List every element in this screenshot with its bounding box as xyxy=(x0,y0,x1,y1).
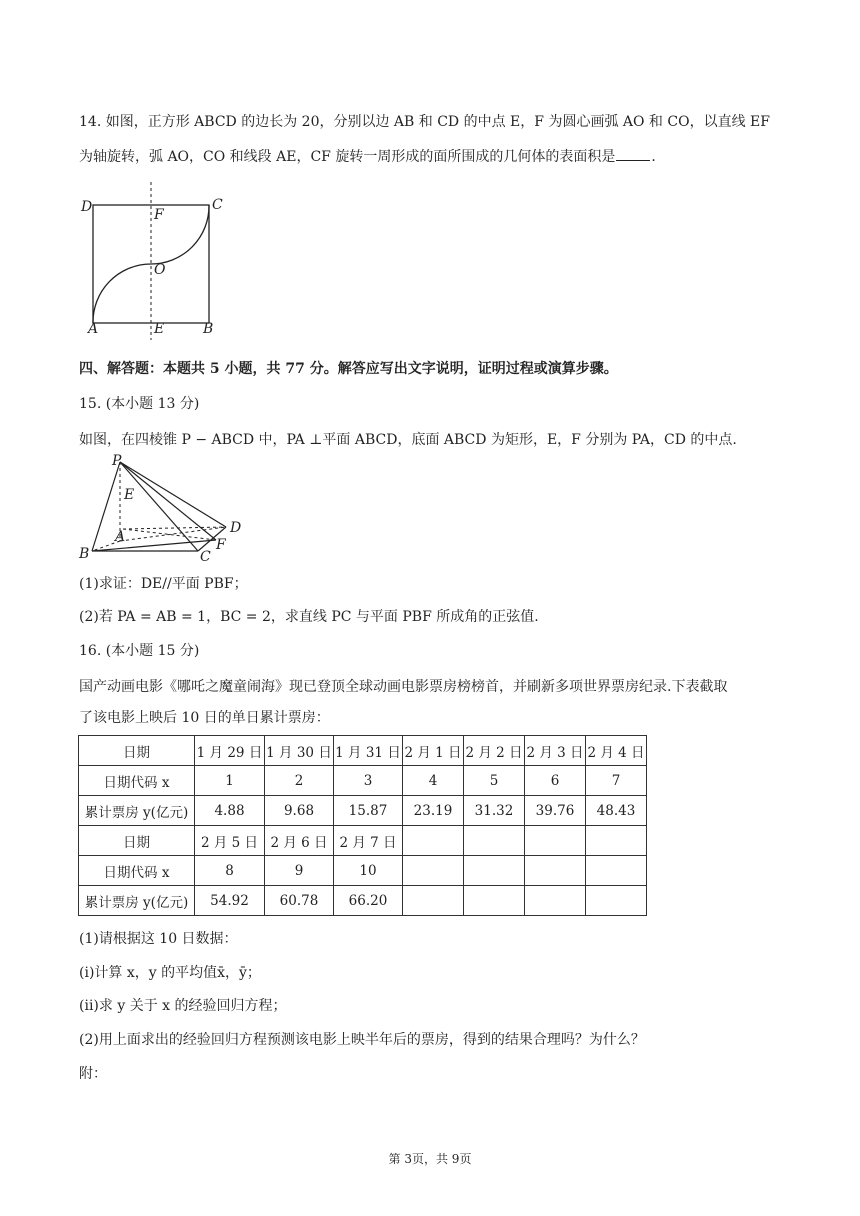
table-cell: 15.87 xyxy=(334,796,403,826)
table-cell: 2 月 1 日 xyxy=(403,736,464,766)
table-cell: 2 月 7 日 xyxy=(334,826,403,856)
table-cell: 6 xyxy=(525,766,586,796)
q15-figure xyxy=(78,452,253,564)
label-p: P xyxy=(112,453,122,469)
table-cell: 3 xyxy=(334,766,403,796)
q15-part1: (1)求证：DE//平面 PBF； xyxy=(79,576,248,592)
table-row xyxy=(79,736,647,766)
q15-header: 15. (本小题 13 分) xyxy=(79,396,200,412)
table-cell: 31.32 xyxy=(464,796,525,826)
label-o: O xyxy=(154,262,166,278)
table-cell: 8 xyxy=(195,856,265,886)
label-c: C xyxy=(200,549,211,564)
q14-line2 xyxy=(79,146,665,167)
table-cell xyxy=(525,856,586,886)
label-a: A xyxy=(88,321,99,337)
q16-part1i: (i)计算 x，y 的平均值x̄，ȳ； xyxy=(79,965,261,981)
table-row xyxy=(79,796,647,826)
label-f: F xyxy=(154,207,164,223)
edge-bf xyxy=(92,540,216,551)
table-cell: 2 月 6 日 xyxy=(265,826,334,856)
label-b: B xyxy=(79,546,90,562)
label-d: D xyxy=(230,520,242,536)
table-cell: 39.76 xyxy=(525,796,586,826)
table-cell xyxy=(586,826,647,856)
label-b: B xyxy=(203,321,214,337)
q14-line1: 14. 如图，正方形 ABCD 的边长为 20，分别以边 AB 和 CD 的中点 E，F 为圆心画弧 AO 和 CO，以直线 EF xyxy=(79,114,770,130)
label-c: C xyxy=(212,197,223,213)
label-e: E xyxy=(124,487,135,503)
table-cell: 48.43 xyxy=(586,796,647,826)
label-e: E xyxy=(154,321,165,337)
table-cell: 7 xyxy=(586,766,647,796)
q15-stem: 如图，在四棱锥 P − ABCD 中，PA ⊥平面 ABCD，底面 ABCD 为矩形，E，F 分别为 PA，CD 的中点. xyxy=(79,432,737,448)
table-cell: 9 xyxy=(265,856,334,886)
table-cell: 1 月 30 日 xyxy=(265,736,334,766)
table-cell: 23.19 xyxy=(403,796,464,826)
table-cell: 9.68 xyxy=(265,796,334,826)
table-cell: 2 月 2 日 xyxy=(464,736,525,766)
row-label: 日期 xyxy=(79,826,195,856)
table-cell: 54.92 xyxy=(195,886,265,916)
q16-header: 16. (本小题 15 分) xyxy=(79,643,200,659)
row-label: 日期代码 x xyxy=(79,766,195,796)
q16-part1ii: (ii)求 y 关于 x 的经验回归方程； xyxy=(79,998,287,1014)
label-a: A xyxy=(115,529,126,545)
table-cell: 10 xyxy=(334,856,403,886)
table-cell: 1 月 31 日 xyxy=(334,736,403,766)
edge-pf xyxy=(120,462,216,540)
table-row xyxy=(79,856,647,886)
table-cell xyxy=(464,886,525,916)
box-office-table xyxy=(78,735,647,916)
table-cell: 4 xyxy=(403,766,464,796)
label-f: F xyxy=(216,537,226,553)
label-d: D xyxy=(81,199,93,215)
table-cell: 2 月 4 日 xyxy=(586,736,647,766)
answer-blank xyxy=(616,146,650,161)
arcs-ao-co xyxy=(93,205,209,323)
q15-part2: (2)若 PA = AB = 1，BC = 2，求直线 PC 与平面 PBF 所成角的正弦值. xyxy=(79,609,539,625)
table-cell xyxy=(525,886,586,916)
table-cell xyxy=(403,886,464,916)
table-cell: 2 xyxy=(265,766,334,796)
row-label: 日期 xyxy=(79,736,195,766)
table-cell xyxy=(586,886,647,916)
table-cell xyxy=(525,826,586,856)
table-cell: 4.88 xyxy=(195,796,265,826)
table-row xyxy=(79,826,647,856)
q16-appendix: 附： xyxy=(79,1066,107,1082)
table-cell xyxy=(464,826,525,856)
page-footer: 第 3页，共 9页 xyxy=(388,1152,472,1166)
table-cell: 2 月 3 日 xyxy=(525,736,586,766)
table-cell xyxy=(403,856,464,886)
table-cell: 2 月 5 日 xyxy=(195,826,265,856)
q14-line2-end: ． xyxy=(651,149,666,165)
q16-stem-line2: 了该电影上映后 10 日的单日累计票房： xyxy=(79,710,330,726)
table-cell: 60.78 xyxy=(265,886,334,916)
table-cell: 66.20 xyxy=(334,886,403,916)
table-cell xyxy=(586,856,647,886)
table-cell xyxy=(464,856,525,886)
table-cell: 1 xyxy=(195,766,265,796)
table-cell: 5 xyxy=(464,766,525,796)
q14-line2-text: 为轴旋转，弧 AO，CO 和线段 AE，CF 旋转一周形成的面所围成的几何体的表面积是 xyxy=(79,149,616,165)
table-row xyxy=(79,886,647,916)
section-heading: 四、解答题：本题共 5 小题，共 77 分。解答应写出文字说明，证明过程或演算步骤。 xyxy=(79,361,618,377)
q16-part2: (2)用上面求出的经验回归方程预测该电影上映半年后的票房，得到的结果合理吗？为什么？ xyxy=(79,1032,645,1048)
edge-pd xyxy=(120,462,226,527)
row-label: 累计票房 y(亿元) xyxy=(79,886,195,916)
table-cell xyxy=(403,826,464,856)
edge-pc xyxy=(120,462,198,551)
row-label: 日期代码 x xyxy=(79,856,195,886)
row-label: 累计票房 y(亿元) xyxy=(79,796,195,826)
table-cell: 1 月 29 日 xyxy=(195,736,265,766)
q16-stem-line1: 国产动画电影《哪吒之魔童闹海》现已登顶全球动画电影票房榜榜首，并刷新多项世界票房纪录.下表截取 xyxy=(79,679,728,695)
q14-figure xyxy=(78,180,238,340)
table-row xyxy=(79,766,647,796)
q16-part1: (1)请根据这 10 日数据： xyxy=(79,931,238,947)
